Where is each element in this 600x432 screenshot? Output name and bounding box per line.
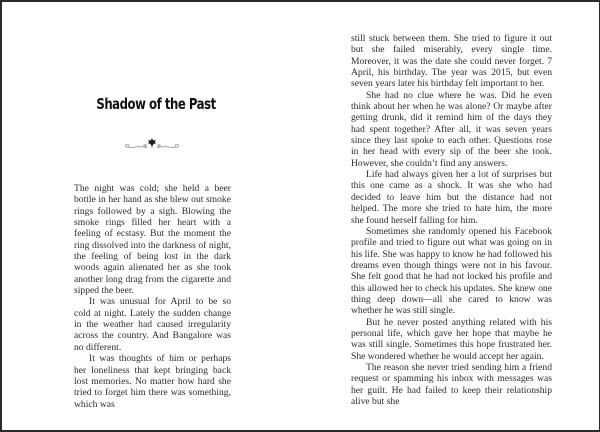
paragraph: Life had always given her a lot of surprises but this one came as a shock. It was she who had decided to leave him but the distance had not helped. The more she tried to hate him, the more she found herself falling for him. bbox=[351, 169, 552, 226]
right-page-text bbox=[351, 33, 552, 407]
left-page bbox=[2, 2, 300, 430]
paragraph: It was unusual for April to be so cold at night. Lately the sudden change in the weather had caused irregularity across the country. And Bangalore was no different. bbox=[74, 296, 231, 353]
chapter-title: Shadow of the Past bbox=[96, 95, 216, 113]
flourish-divider-icon bbox=[122, 135, 182, 155]
paragraph: The reason she never tried sending him a friend request or spamming his inbox with messages was her guilt. He had failed to keep their relationship alive but she bbox=[351, 361, 552, 407]
paragraph: But he never posted anything related with his personal life, which gave her hope that maybe he was still single. Sometimes this hope frustrated her. She wondered whether he would accept her again. bbox=[351, 316, 552, 362]
paragraph: Sometimes she randomly opened his Facebook profile and tried to figure out what was going on in his life. She was happy to know he had followed his dreams even though things were not in his favour. She felt good that he had not locked his profile and this allowed her to check his updates. She knew one thing deep down—all she cared to know was whether he was still single. bbox=[351, 225, 552, 317]
paragraph: She had no clue where he was. Did he even think about her when he was alone? Or maybe after getting drunk, did it remind him of the days they had spent together? After all, it was seven years since they last spoke to each other. Questions rose in her head with every sip of the beer she took. However, she couldn’t find any answers. bbox=[351, 89, 552, 169]
paragraph: The night was cold; she held a beer bottle in her hand as she blew out smoke rings followed by a sigh. Blowing the smoke rings filled her heart with a feeling of ecstasy. But the moment the ring dissolved into the darkness of night, the feeling of being lost in the dark woods again alienated her as she took another long drag from the cigarette and sipped the beer. bbox=[74, 183, 231, 297]
right-page bbox=[300, 2, 600, 430]
left-page-text bbox=[74, 183, 231, 410]
paragraph: It was thoughts of him or perhaps her loneliness that kept bringing back lost memories. No matter how hard she tried to forget him there was something, which was bbox=[74, 353, 231, 410]
paragraph: still stuck between them. She tried to figure it out but she failed miserably, every single time. Moreover, it was the date she could never forget. 7 April, his birthday. The year was 2015, but even seven years later his birthday felt important to her. bbox=[351, 33, 552, 90]
